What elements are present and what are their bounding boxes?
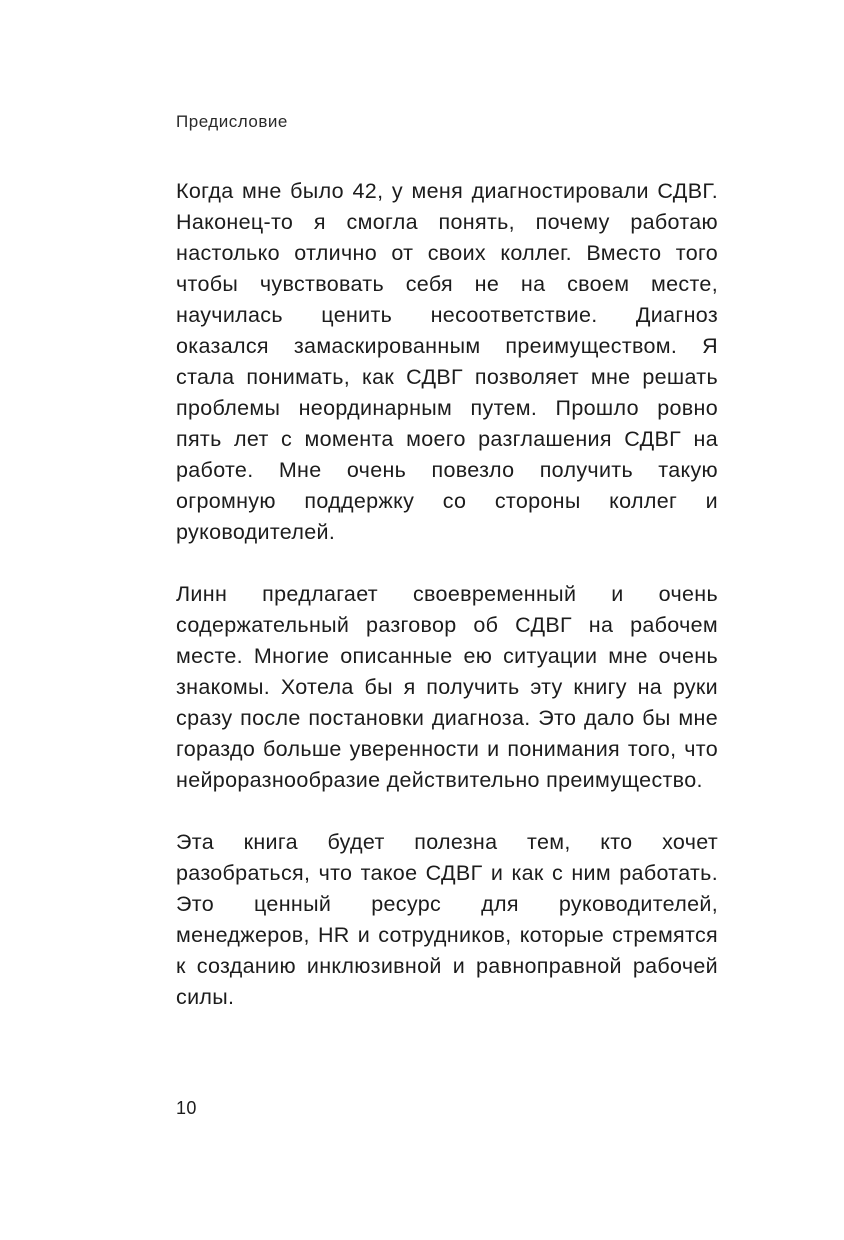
chapter-header: Предисловие <box>176 112 288 131</box>
paragraph: Когда мне было 42, у меня диагностировали СДВГ. Наконец-то я смогла понять, почему работаю настолько отлично от своих коллег. Вместо того чтобы чувствовать себя не на своем месте, научилась ценить несоответствие. Диагноз оказался замаскированным преимуществом. Я стала понимать, как СДВГ позволяет мне решать проблемы неординарным путем. Прошло ровно пять лет с момента моего разглашения СДВГ на работе. Мне очень повезло получить такую огромную поддержку со стороны коллег и руководителей. <box>176 179 718 544</box>
text-block <box>176 112 718 1013</box>
page-number: 10 <box>176 1098 197 1118</box>
paragraph: Эта книга будет полезна тем, кто хочет разобраться, что такое СДВГ и как с ним работать. Это ценный ресурс для руководителей, менеджеров, HR и сотрудников, которые стремятся к созданию инклюзивной и равноправной рабочей силы. <box>176 830 718 1009</box>
body-copy <box>176 176 718 1013</box>
paragraph: Линн предлагает своевременный и очень содержательный разговор об СДВГ на рабочем месте. Многие описанные ею ситуации мне очень знакомы. Хотела бы я получить эту книгу на руки сразу после постановки диагноза. Это дало бы мне гораздо больше уверенности и понимания того, что нейроразнообразие действительно преимущество. <box>176 582 718 792</box>
